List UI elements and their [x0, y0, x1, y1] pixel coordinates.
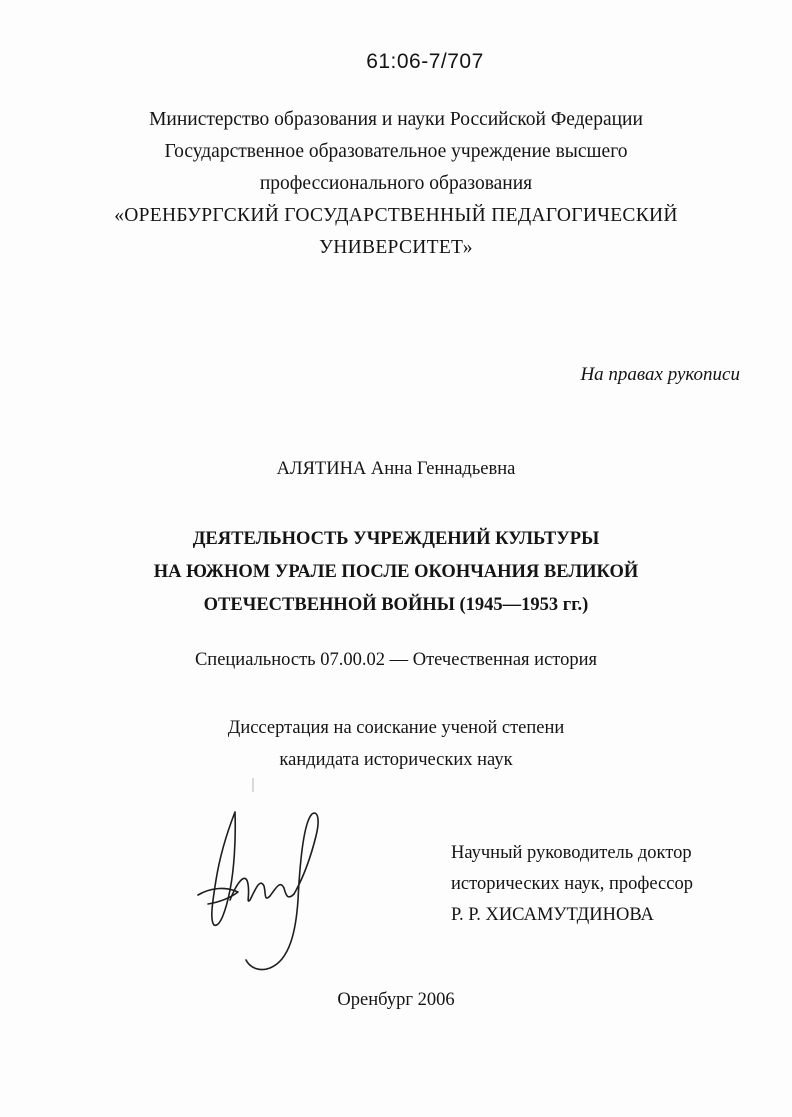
title-line-1: ДЕЯТЕЛЬНОСТЬ УЧРЕЖДЕНИЙ КУЛЬТУРЫ [192, 529, 600, 549]
signature-stroke-1 [212, 812, 235, 925]
supervisor-name: Р. Р. ХИСАМУТДИНОВА [451, 905, 654, 925]
handwritten-signature [190, 800, 340, 980]
ministry-line: Министерство образования и науки Российской Федерации [149, 109, 643, 130]
university-name-line1: «ОРЕНБУРГСКИЙ ГОСУДАРСТВЕННЫЙ ПЕДАГОГИЧЕСКИЙ [114, 205, 678, 226]
dissertation-title [0, 523, 792, 622]
author-name: АЛЯТИНА Анна Геннадьевна [276, 459, 516, 479]
supervisor-line-1: Научный руководитель доктор [451, 843, 692, 863]
degree-line-2: кандидата исторических наук [279, 750, 513, 770]
education-level-line: профессионального образования [259, 173, 533, 194]
degree-line-1: Диссертация на соискание ученой степени [227, 718, 565, 738]
signature-stroke-3 [230, 878, 294, 901]
manuscript-note: На правах рукописи [580, 364, 740, 385]
signature-stroke-4 [246, 813, 318, 969]
archive-code: 61:06-7/707 [366, 50, 484, 73]
title-line-3: ОТЕЧЕСТВЕННОЙ ВОЙНЫ (1945—1953 гг.) [203, 595, 589, 615]
specialty-line: Специальность 07.00.02 — Отечественная история [194, 650, 598, 670]
scan-mark [252, 778, 254, 792]
title-line-2: НА ЮЖНОМ УРАЛЕ ПОСЛЕ ОКОНЧАНИЯ ВЕЛИКОЙ [153, 562, 639, 582]
university-name-line2: УНИВЕРСИТЕТ» [319, 237, 473, 258]
institution-type-line: Государственное образовательное учреждение высшего [164, 141, 628, 162]
supervisor-block [451, 838, 693, 931]
supervisor-line-2: исторических наук, профессор [451, 874, 693, 894]
city-year: Оренбург 2006 [337, 990, 455, 1010]
degree-statement [0, 712, 792, 776]
institution-header [0, 104, 792, 264]
